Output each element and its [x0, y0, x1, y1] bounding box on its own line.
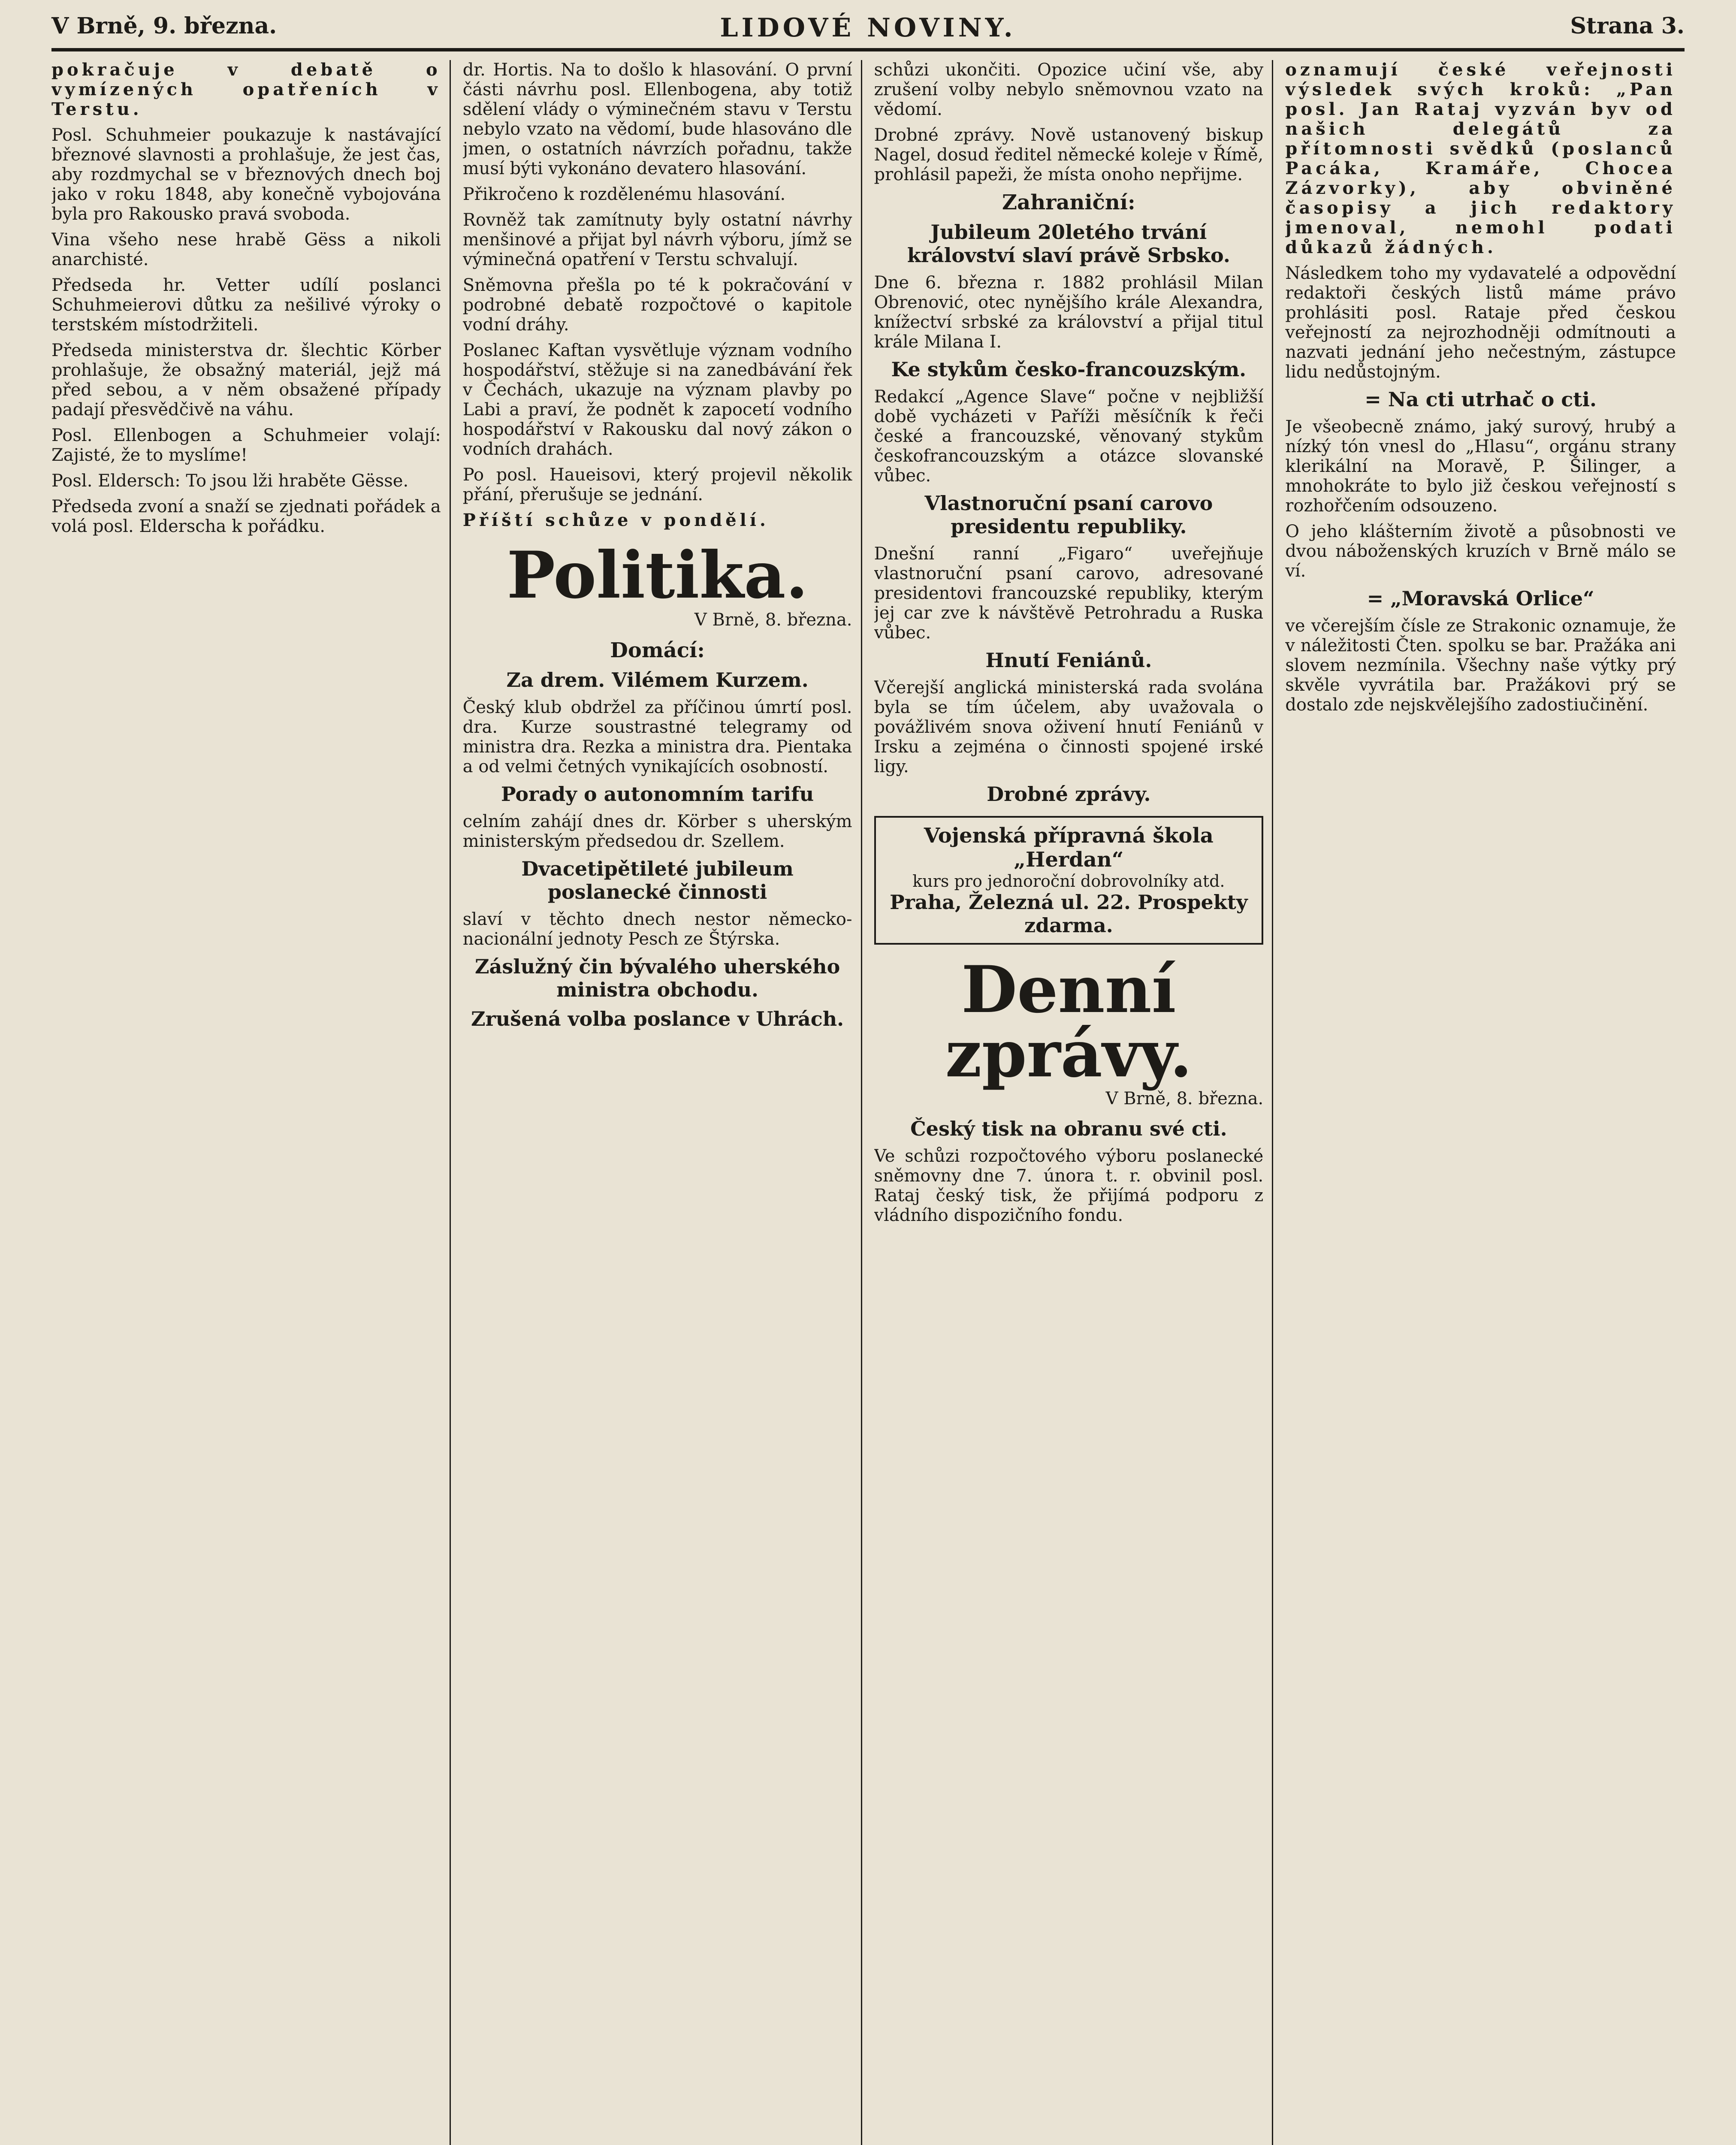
- columns: [51, 60, 1685, 2145]
- column-4: [1285, 60, 1685, 2145]
- advertisement-box: [874, 816, 1264, 945]
- section-date: V Brně, 8. března.: [694, 610, 852, 630]
- paragraph: Včerejší anglická ministerská rada svolána byla se tím účelem, aby uvažovala o povážlivém snova oživení hnutí Feniánů v Irsku a zejména o činnosti spojené irské ligy.: [874, 678, 1264, 776]
- paragraph: Sněmovna přešla po té k pokračování v podrobné debatě rozpočtové o kapitole vodní dráhy.: [462, 275, 852, 335]
- section-title-politika: Politika.: [507, 538, 808, 613]
- paragraph: Předseda ministerstva dr. šlechtic Körber prohlašuje, že obsažný materiál, jejž má před sebou, a v něm obsažené případy padají přesvědčivě na váhu.: [51, 341, 441, 420]
- subsection-heading: Domácí:: [610, 638, 705, 662]
- subsection-heading: Zahraniční:: [1002, 190, 1135, 214]
- place-date: V Brně, 9. března.: [51, 13, 277, 39]
- paragraph: O jeho klášterním životě a působnosti ve dvou náboženských kruzích v Brně málo se ví.: [1285, 522, 1676, 581]
- paragraph: Ve schůzi rozpočtového výboru poslanecké sněmovny dne 7. února t. r. obvinil posl. Rataj český tisk, že přijímá podporu z vládního dispozičního fondu.: [874, 1146, 1264, 1225]
- article-heading: Vlastnoruční psaní carovo presidentu republiky.: [924, 492, 1213, 538]
- section-date: V Brně, 8. března.: [1105, 1089, 1264, 1109]
- article-heading: Dvacetipětileté jubileum poslanecké činnosti: [521, 857, 794, 903]
- article-heading: Drobné zprávy.: [987, 782, 1151, 806]
- article-heading: Zrušená volba poslance v Uhrách.: [471, 1007, 844, 1030]
- column-1: [51, 60, 451, 2145]
- paragraph: oznamují české veřejnosti výsledek svých kroků: „Pan posl. Jan Rataj vyzván byv od našich delegátů za přítomnosti svědků (poslanců Pacáka, Kramáře, Chocea Zázvorky), aby obviněné časopisy a jich redaktory jmenoval, nemohl podati důkazů žádných.: [1285, 60, 1676, 257]
- paragraph: Přikročeno k rozdělenému hlasování.: [462, 184, 786, 204]
- article-heading: Ke stykům česko-francouzským.: [891, 358, 1247, 381]
- paragraph: slaví v těchto dnech nestor německo-nacionální jednoty Pesch ze Štýrska.: [462, 909, 852, 949]
- paragraph: Vina všeho nese hrabě Gëss a nikoli anarchisté.: [51, 230, 441, 269]
- article-heading: = „Moravská Orlice“: [1367, 587, 1594, 610]
- paragraph: Předseda hr. Vetter udílí poslanci Schuhmeierovi důtku za nešilivé výroky o terstském místodržiteli.: [51, 275, 441, 335]
- paragraph: ve včerejším čísle ze Strakonic oznamuje, že v náležitosti Čten. spolku se bar. Pražáka ani slovem nezmínila. Všechny naše výtky prý skvěle vyvrátila bar. Pražákovi prý se dostalo zde nejskvělejšího zadostiučinění.: [1285, 616, 1676, 715]
- article-heading: Hnutí Feniánů.: [985, 649, 1152, 672]
- paragraph: Předseda zvoní a snaží se zjednati pořádek a volá posl. Elderscha k pořádku.: [51, 497, 441, 536]
- article-heading: Jubileum 20letého trvání království slaví právě Srbsko.: [907, 221, 1230, 267]
- paragraph: schůzi ukončiti. Opozice učiní vše, aby zrušení volby nebylo sněmovnou vzato na vědomí.: [874, 60, 1264, 119]
- paragraph: Po posl. Haueisovi, který projevil několik přání, přerušuje se jednání.: [462, 465, 852, 505]
- ad-title: Vojenská přípravná škola „Herdan“: [924, 824, 1214, 872]
- paragraph: Drobné zprávy. Nově ustanovený biskup Nagel, dosud ředitel německé koleje v Římě, prohlásil papeži, že místa onoho nepřijme.: [874, 125, 1264, 184]
- article-heading: = Na cti utrhač o cti.: [1365, 388, 1597, 411]
- page-number: Strana 3.: [1570, 13, 1685, 39]
- paragraph: Posl. Ellenbogen a Schuhmeier volají: Zajisté, že to myslíme!: [51, 426, 441, 465]
- paragraph: Poslanec Kaftan vysvětluje význam vodního hospodářství, stěžuje si na zanedbávání řek v Čechách, ukazuje na význam plavby po Labi a praví, že podnět k zapocetí vodního hospodářství v Rakousku dal nový zákon o vodních drahách.: [462, 341, 852, 459]
- paragraph: Český klub obdržel za příčinou úmrtí posl. dra. Kurze soustrastné telegramy od ministra dra. Rezka a ministra dra. Pientaka a od velmi četných vynikajících osobností.: [462, 698, 852, 776]
- section-title-denni: Denní zprávy.: [945, 952, 1193, 1092]
- paragraph: Rovněž tak zamítnuty byly ostatní návrhy menšinové a přijat byl návrh výboru, jímž se výminečná opatření v Terstu schvalují.: [462, 210, 852, 269]
- paragraph: Dnešní ranní „Figaro“ uveřejňuje vlastnoruční psaní carovo, adresované presidentovi francouzské republiky, kterým jej car zve k návštěvě Petrohradu a Ruska vůbec.: [874, 544, 1264, 643]
- paragraph: Posl. Eldersch: To jsou lži hraběte Gësse.: [51, 471, 409, 491]
- column-2: [463, 60, 862, 2145]
- paragraph: Dne 6. března r. 1882 prohlásil Milan Obrenović, otec nynějšího krále Alexandra, knížectví srbské za království a přijal titul krále Milana I.: [874, 273, 1264, 352]
- paragraph: Příští schůze v pondělí.: [462, 510, 769, 530]
- paragraph: dr. Hortis. Na to došlo k hlasování. O první části návrhu posl. Ellenbogena, aby totiž sdělení vlády o výminečném stavu v Terstu nebylo vzato na vědomí, bude hlasováno dle jmen, o ostatních návrzích pořadnu, takže musí býti vykonáno devatero hlasování.: [462, 60, 852, 178]
- masthead-title: LIDOVÉ NOVINY.: [720, 13, 1016, 43]
- paragraph: Posl. Schuhmeier poukazuje k nastávající březnové slavnosti a prohlašuje, že jest čas, aby rozdmychal se v březnových dnech boj jako v roku 1848, aby konečně vybojována byla pro Rakousko pravá svoboda.: [51, 125, 441, 224]
- paragraph: pokračuje v debatě o vymízených opatřeních v Terstu.: [51, 60, 441, 119]
- paragraph: Redakcí „Agence Slave“ počne v nejbližší době vycházeti v Paříži měsíčník k řeči české a francouzské, věnovaný stykům českofrancouzským a otázce slovanské vůbec.: [874, 387, 1264, 486]
- paragraph: Následkem toho my vydavatelé a odpovědní redaktoři českých listů máme právo prohlásiti posl. Rataje před českou veřejností za nejrozhodněji odmítnouti a nazvati jednání jeho nečestným, zástupce lidu nedůstojným.: [1285, 263, 1676, 382]
- article-heading: Porady o autonomním tarifu: [501, 782, 814, 806]
- article-heading: Záslužný čin bývalého uherského ministra obchodu.: [474, 955, 840, 1001]
- paragraph: Je všeobecně známo, jaký surový, hrubý a nízký tón vnesl do „Hlasu“, orgánu strany klerikální na Moravě, P. Šilinger, a mnohokráte to bylo již českou veřejností s rozhořčením odsouzeno.: [1285, 417, 1676, 516]
- ad-address: Praha, Železná ul. 22. Prospekty zdarma.: [890, 891, 1248, 937]
- ad-subtitle: kurs pro jednoroční dobrovolníky atd.: [912, 872, 1225, 891]
- paragraph: celním zahájí dnes dr. Körber s uherským ministerským předsedou dr. Szellem.: [462, 812, 852, 851]
- article-heading: Za drem. Vilémem Kurzem.: [506, 668, 809, 692]
- column-3: [874, 60, 1274, 2145]
- article-heading: Český tisk na obranu své cti.: [910, 1117, 1227, 1140]
- header-rule: [51, 48, 1685, 51]
